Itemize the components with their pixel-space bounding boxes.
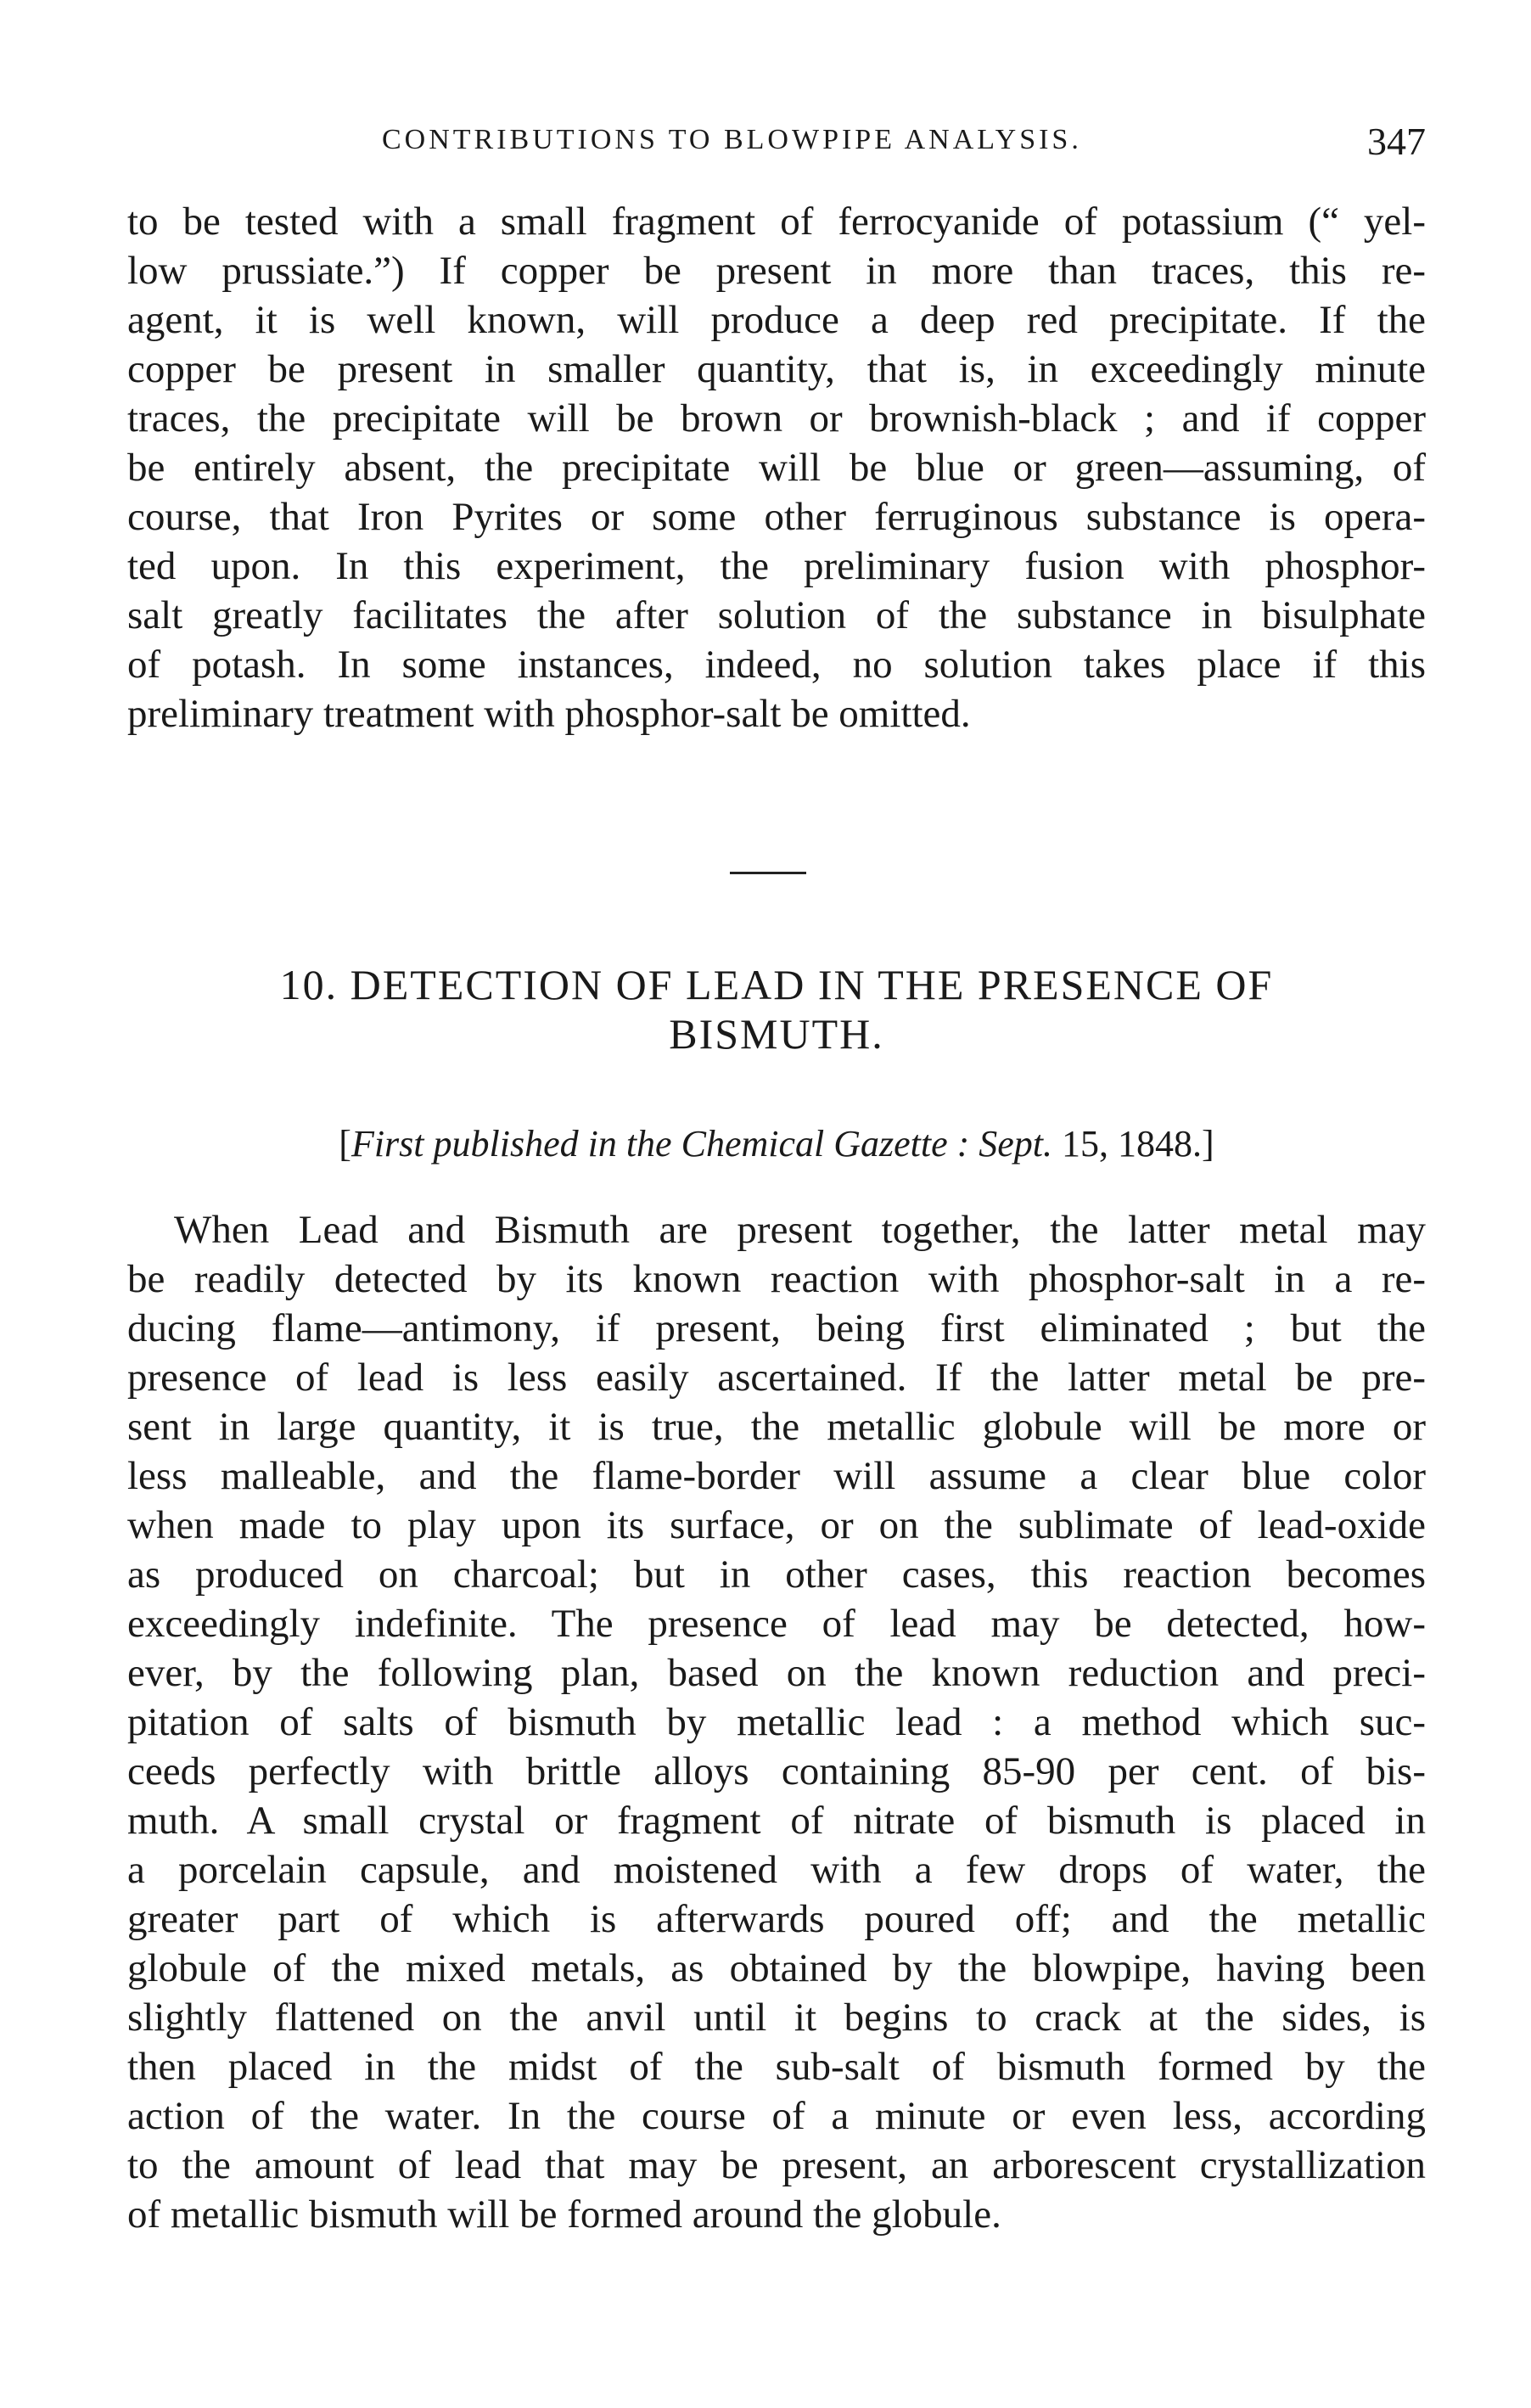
text-line: ducing flame—antimony, if present, being first eliminated ; but the [127, 1306, 1426, 1350]
text-line: traces, the precipitate will be brown or brownish-black ; and if copper [127, 396, 1426, 441]
text-line: muth. A small crystal or fragment of nitrate of bismuth is placed in [127, 1799, 1426, 1843]
text-line: a porcelain capsule, and moistened with a few drops of water, the [127, 1848, 1426, 1892]
text-line: action of the water. In the course of a minute or even less, according [127, 2094, 1426, 2138]
heading-line: BISMUTH. [669, 1010, 884, 1058]
text-line: of potash. In some instances, indeed, no solution takes place if this [127, 643, 1426, 687]
text-line: to be tested with a small fragment of ferrocyanide of potassium (“ yel- [127, 199, 1426, 244]
text-line: pitation of salts of bismuth by metallic lead : a method which suc- [127, 1700, 1426, 1744]
text-line: copper be present in smaller quantity, that is, in exceedingly minute [127, 347, 1426, 391]
paragraph-main [127, 1205, 1426, 2239]
text-line: course, that Iron Pyrites or some other ferruginous substance is opera- [127, 495, 1426, 539]
text-line: slightly flattened on the anvil until it begins to crack at the sides, is [127, 1995, 1426, 2040]
text-line: globule of the mixed metals, as obtained by the blowpipe, having been [127, 1946, 1426, 1990]
publication-note [127, 1122, 1426, 1165]
text-line: ted upon. In this experiment, the preliminary fusion with phosphor- [127, 544, 1426, 588]
running-title: CONTRIBUTIONS TO BLOWPIPE ANALYSIS. [382, 124, 1082, 155]
text-line: agent, it is well known, will produce a deep red precipitate. If the [127, 298, 1426, 342]
text-line: preliminary treatment with phosphor-salt be omitted. [127, 692, 971, 736]
publication-source: First published in the Chemical Gazette : Sept. [351, 1123, 1053, 1165]
text-line: be entirely absent, the precipitate will be blue or green—assuming, of [127, 446, 1426, 490]
bracket-open: [ [339, 1123, 351, 1165]
text-line: then placed in the midst of the sub-salt of bismuth formed by the [127, 2045, 1426, 2089]
text-line: sent in large quantity, it is true, the metallic globule will be more or [127, 1405, 1426, 1449]
running-head [127, 119, 1426, 170]
text-line: ever, by the following plan, based on the known reduction and preci- [127, 1651, 1426, 1695]
page-number: 347 [1367, 120, 1426, 163]
paragraph-continuation [127, 197, 1426, 738]
text-line: low prussiate.”) If copper be present in more than traces, this re- [127, 249, 1426, 293]
text-line: less malleable, and the flame-border will assume a clear blue color [127, 1454, 1426, 1498]
bracket-close: ] [1202, 1123, 1214, 1165]
text-line: When Lead and Bismuth are present together, the latter metal may [174, 1208, 1426, 1252]
section-heading [127, 959, 1426, 1058]
text-line: be readily detected by its known reaction with phosphor-salt in a re- [127, 1257, 1426, 1301]
text-line: when made to play upon its surface, or on the sublimate of lead-oxide [127, 1503, 1426, 1547]
text-line: ceeds perfectly with brittle alloys containing 85-90 per cent. of bis- [127, 1749, 1426, 1793]
text-line: salt greatly facilitates the after solution of the substance in bisulphate [127, 593, 1426, 637]
text-line: as produced on charcoal; but in other cases, this reaction becomes [127, 1552, 1426, 1597]
text-line: presence of lead is less easily ascertained. If the latter metal be pre- [127, 1356, 1426, 1400]
text-line: to the amount of lead that may be present, an arborescent crystallization [127, 2143, 1426, 2187]
text-line: of metallic bismuth will be formed around the globule. [127, 2192, 1001, 2237]
text-line: greater part of which is afterwards poured off; and the metallic [127, 1897, 1426, 1941]
heading-line: 10. DETECTION OF LEAD IN THE PRESENCE OF [279, 961, 1274, 1008]
text-line: exceedingly indefinite. The presence of lead may be detected, how- [127, 1602, 1426, 1646]
section-divider [730, 872, 806, 874]
publication-date: 15, 1848. [1062, 1123, 1203, 1165]
